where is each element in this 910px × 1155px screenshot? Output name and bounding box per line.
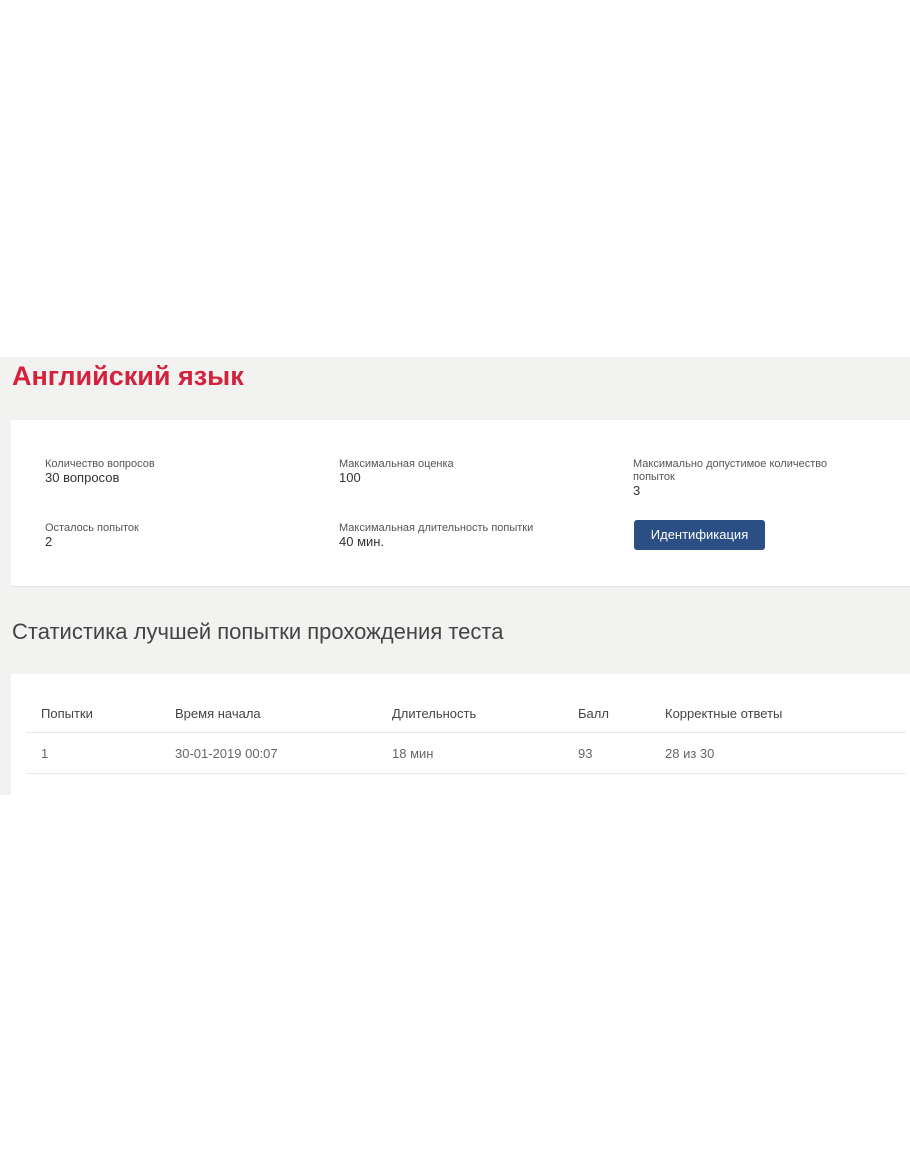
cell-duration: 18 мин [377, 733, 563, 774]
questions-count-field [45, 458, 285, 485]
identification-button[interactable]: Идентификация [634, 520, 765, 550]
cell-correct-answers: 28 из 30 [650, 733, 906, 774]
cell-start-time: 30-01-2019 00:07 [160, 733, 377, 774]
remaining-attempts-value: 2 [45, 534, 53, 549]
max-duration-value: 40 мин. [339, 534, 385, 549]
cell-score: 93 [563, 733, 650, 774]
max-duration-field [339, 522, 579, 549]
table-row [26, 733, 906, 774]
column-header-duration: Длительность [377, 694, 563, 733]
column-header-attempts: Попытки [26, 694, 160, 733]
max-attempts-value: 3 [633, 483, 641, 498]
column-header-correct-answers: Корректные ответы [650, 694, 906, 733]
max-attempts-label: Максимально допустимое количество попыток [633, 458, 828, 483]
max-score-field [339, 458, 579, 485]
remaining-attempts-field [45, 522, 285, 549]
table-header-row [26, 694, 906, 733]
questions-count-value: 30 вопросов [45, 470, 120, 485]
test-info-card [11, 420, 910, 587]
column-header-score: Балл [563, 694, 650, 733]
max-duration-label: Максимальная длительность попытки [339, 522, 534, 534]
max-score-label: Максимальная оценка [339, 458, 454, 470]
stats-title: Статистика лучшей попытки прохождения теста [12, 619, 504, 644]
column-header-start-time: Время начала [160, 694, 377, 733]
stats-table [26, 694, 906, 774]
test-info-section [0, 357, 910, 795]
remaining-attempts-label: Осталось попыток [45, 522, 139, 534]
max-score-value: 100 [339, 470, 361, 485]
max-attempts-field [633, 458, 863, 498]
questions-count-label: Количество вопросов [45, 458, 155, 470]
cell-attempt-number: 1 [26, 733, 160, 774]
course-title: Английский язык [12, 361, 244, 391]
stats-card [11, 674, 910, 795]
